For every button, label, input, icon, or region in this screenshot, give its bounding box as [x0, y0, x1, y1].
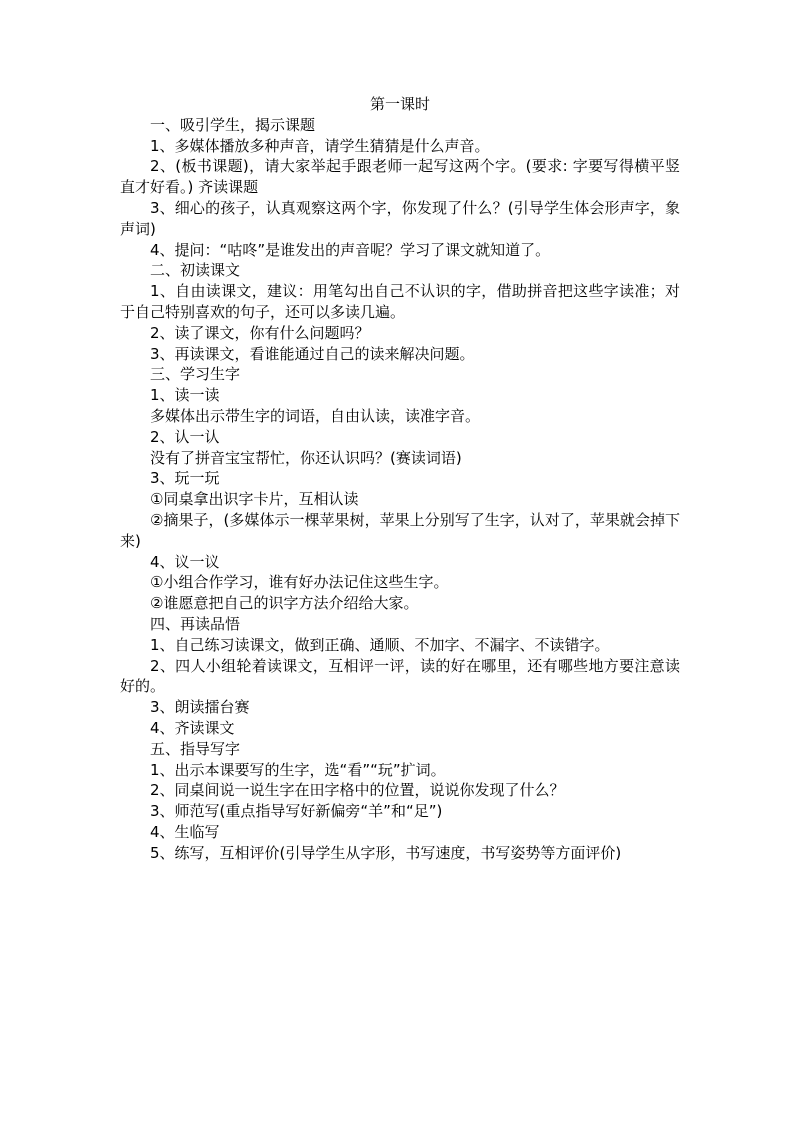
paragraph: 2、四人小组轮着读课文，互相评一评，读的好在哪里，还有哪些地方要注意读好的。	[120, 656, 680, 696]
paragraph: 4、齐读课文	[150, 718, 235, 737]
paragraph: 5、练写，互相评价(引导学生从字形，书写速度，书写姿势等方面评价)	[150, 843, 622, 862]
document-body	[120, 94, 680, 863]
paragraph: 3、师范写(重点指导写好新偏旁“羊”和“足”)	[150, 802, 443, 821]
paragraph: 1、出示本课要写的生字，选“看”“玩”扩词。	[150, 760, 446, 779]
paragraph: ②摘果子，(多媒体示一棵苹果树，苹果上分别写了生字，认对了，苹果就会掉下来)	[120, 510, 680, 550]
paragraph: 3、细心的孩子，认真观察这两个字，你发现了什么？(引导学生体会形声字，象声词)	[120, 198, 680, 238]
section-heading-4: 四、再读品悟	[150, 614, 241, 633]
section-heading-1: 一、吸引学生，揭示课题	[150, 115, 316, 134]
paragraph: ②谁愿意把自己的识字方法介绍给大家。	[150, 594, 419, 613]
page-title: 第一课时	[369, 95, 430, 113]
paragraph: 2、认一认	[150, 427, 220, 446]
paragraph: 4、议一议	[150, 552, 220, 571]
paragraph: 2、同桌间说一说生字在田字格中的位置，说说你发现了什么？	[150, 781, 565, 800]
paragraph: 1、读一读	[150, 386, 220, 405]
paragraph: 3、玩一玩	[150, 469, 220, 488]
paragraph: 3、朗读擂台赛	[150, 698, 250, 717]
paragraph: 4、提问：“咕咚”是谁发出的声音呢？学习了课文就知道了。	[150, 240, 551, 259]
paragraph: 2、(板书课题)，请大家举起手跟老师一起写这两个字。(要求: 字要写得横平竖直才好看。) 齐读课题	[120, 157, 680, 197]
paragraph: 2、读了课文，你有什么问题吗？	[150, 323, 370, 342]
paragraph: 多媒体出示带生字的词语，自由认读，读准字音。	[150, 406, 481, 425]
paragraph: 1、自由读课文，建议：用笔勾出自己不认识的字，借助拼音把这些字读准；对于自己特别喜欢的句子，还可以多读几遍。	[120, 282, 680, 321]
paragraph: ①小组合作学习，谁有好办法记住这些生字。	[150, 573, 449, 592]
paragraph: 3、再读课文，看谁能通过自己的读来解决问题。	[150, 344, 475, 363]
section-heading-3: 三、学习生字	[150, 365, 241, 384]
paragraph: 1、自己练习读课文，做到正确、通顺、不加字、不漏字、不读错字。	[150, 635, 610, 654]
paragraph: 1、多媒体播放多种声音，请学生猜猜是什么声音。	[150, 136, 490, 155]
paragraph: 4、生临写	[150, 822, 220, 841]
paragraph: ①同桌拿出识字卡片，互相认读	[150, 490, 359, 509]
section-heading-2: 二、初读课文	[150, 261, 241, 280]
paragraph: 没有了拼音宝宝帮忙，你还认识吗？(赛读词语)	[150, 448, 462, 467]
section-heading-5: 五、指导写字	[150, 739, 241, 758]
